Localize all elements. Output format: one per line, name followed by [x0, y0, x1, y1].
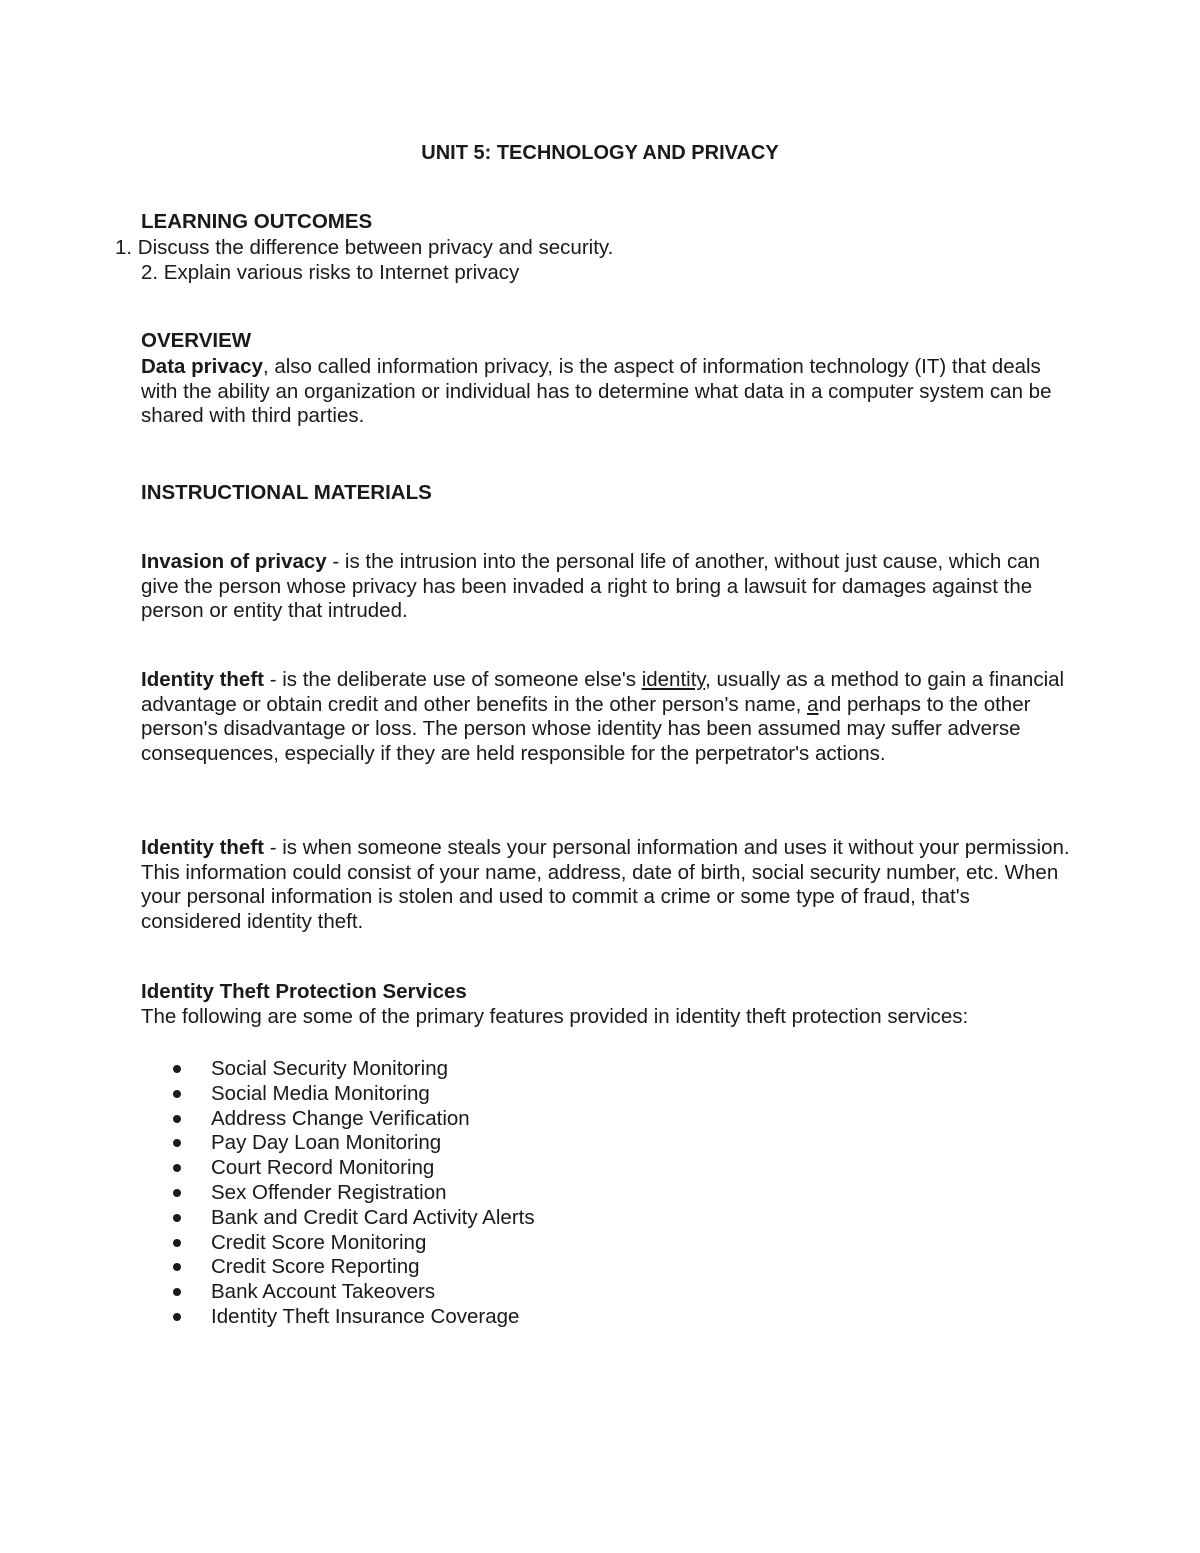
list-item-label: Identity Theft Insurance Coverage: [211, 1304, 520, 1328]
bullet-icon: [173, 1313, 181, 1321]
a-link[interactable]: a: [807, 692, 819, 716]
list-item: [141, 1305, 535, 1330]
protection-intro: The following are some of the primary features provided in identity theft protection services:: [141, 1005, 969, 1028]
list-item: [141, 1131, 535, 1156]
bullet-icon: [173, 1164, 181, 1172]
bullet-icon: [173, 1090, 181, 1098]
bullet-icon: [173, 1239, 181, 1247]
list-item-label: Social Media Monitoring: [211, 1081, 430, 1105]
page-title: UNIT 5: TECHNOLOGY AND PRIVACY: [421, 142, 779, 164]
identity-theft-paragraph-1: [141, 668, 1071, 766]
learning-outcomes-heading: LEARNING OUTCOMES: [141, 210, 373, 233]
list-item-label: Court Record Monitoring: [211, 1156, 435, 1180]
invasion-paragraph: [141, 550, 1071, 624]
identity-theft-paragraph-2: [141, 836, 1071, 934]
list-item-label: Credit Score Reporting: [211, 1255, 420, 1279]
bullet-icon: [173, 1139, 181, 1147]
term-identity-theft-2: Identity theft: [141, 836, 264, 859]
term-identity-theft-1: Identity theft: [141, 668, 264, 691]
list-item: [141, 1181, 535, 1206]
list-item: [141, 1255, 535, 1280]
invasion-text: - is the intrusion into the personal life of another, without just cause, which can give the person whose privacy has been invaded a right to bring a lawsuit for damages against the person or entity that intruded.: [141, 550, 1041, 622]
list-item-label: Credit Score Monitoring: [211, 1230, 427, 1254]
list-item: [141, 1156, 535, 1181]
overview-text: , also called information privacy, is the aspect of information technology (IT) that deals with the ability an organization or individual has to determine what data in a computer system can be shared with third parties.: [141, 355, 1052, 427]
bullet-icon: [173, 1288, 181, 1296]
list-item: [141, 1107, 535, 1132]
bullet-icon: [173, 1065, 181, 1073]
list-item-label: Pay Day Loan Monitoring: [211, 1131, 442, 1155]
list-item-label: Bank and Credit Card Activity Alerts: [211, 1205, 535, 1229]
overview-heading: OVERVIEW: [141, 329, 252, 352]
identity2-text: - is when someone steals your personal information and uses it without your permission. This information could consist of your name, address, date of birth, social security number, etc. When your personal information is stolen and used to commit a crime or some type of fraud, that's considered identity theft.: [141, 836, 1070, 933]
list-item-label: Address Change Verification: [211, 1106, 470, 1130]
bullet-icon: [173, 1263, 181, 1271]
bullet-icon: [173, 1115, 181, 1123]
list-item-label: Sex Offender Registration: [211, 1180, 447, 1204]
learning-outcome-1: 1. Discuss the difference between privacy and security.: [115, 236, 614, 259]
overview-paragraph: [141, 355, 1071, 429]
identity1-text-a: - is the deliberate use of someone else's: [264, 668, 642, 691]
list-item-label: Social Security Monitoring: [211, 1057, 448, 1080]
list-item: [141, 1280, 535, 1305]
bullet-icon: [173, 1189, 181, 1197]
protection-features-list: [141, 1057, 535, 1330]
list-item: [141, 1082, 535, 1107]
list-item: [141, 1057, 535, 1082]
list-item: [141, 1231, 535, 1256]
learning-outcome-2: 2. Explain various risks to Internet privacy: [141, 261, 520, 284]
identity1-text-b: , usually as a method to gain a financial advantage or obtain credit and other benefits in the other person's name,: [141, 668, 1065, 716]
protection-heading: Identity Theft Protection Services: [141, 980, 467, 1003]
list-item: [141, 1206, 535, 1231]
identity-link[interactable]: identity: [641, 668, 706, 691]
term-invasion-of-privacy: Invasion of privacy: [141, 550, 327, 573]
bullet-icon: [173, 1214, 181, 1222]
term-data-privacy: Data privacy: [141, 355, 263, 378]
list-item-label: Bank Account Takeovers: [211, 1280, 436, 1304]
identity1-text-c: nd perhaps to the other person's disadvantage or loss. The person whose identity has been assumed may suffer adverse consequences, especially if they are held responsible for the perpetrator's actions.: [141, 692, 1031, 765]
instructional-heading: INSTRUCTIONAL MATERIALS: [141, 481, 432, 504]
